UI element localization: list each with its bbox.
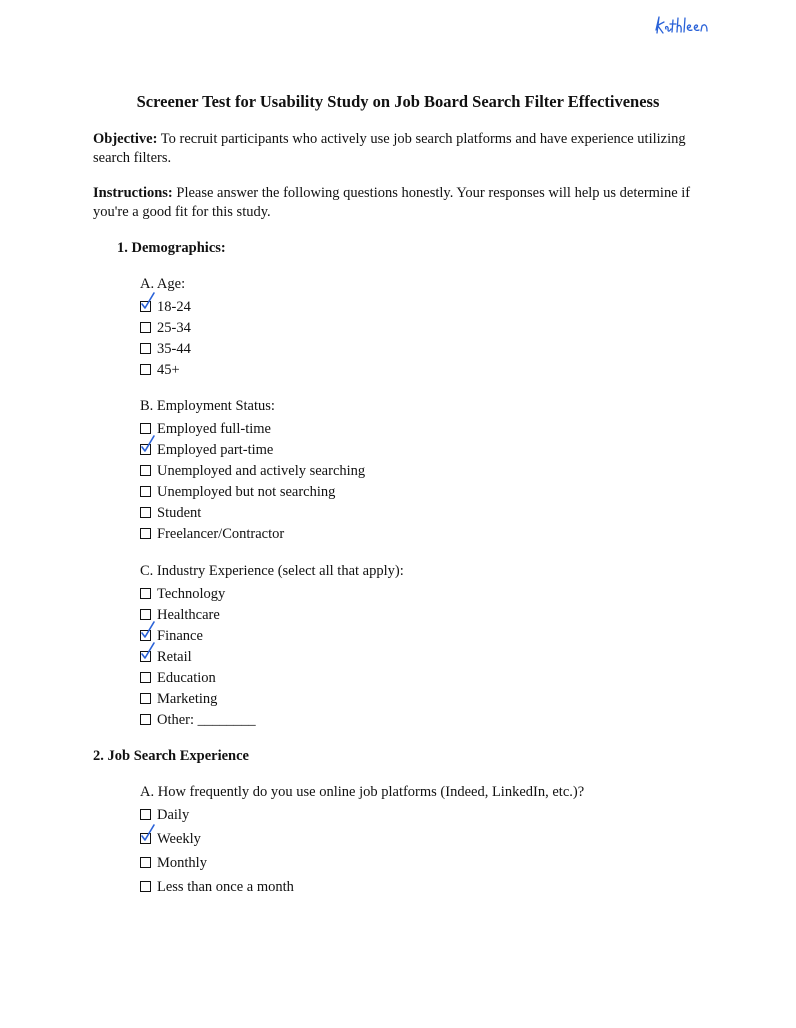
option-label: Weekly bbox=[157, 831, 201, 847]
industry-question-label: C. Industry Experience (select all that apply): bbox=[140, 563, 404, 579]
option-label: 45+ bbox=[157, 362, 180, 378]
checkbox-icon[interactable] bbox=[140, 857, 151, 868]
option-label: Unemployed and actively searching bbox=[157, 463, 366, 479]
section-1-heading: 1. Demographics: bbox=[117, 240, 226, 256]
checkbox-icon[interactable] bbox=[140, 322, 151, 333]
age-question-label: A. Age: bbox=[140, 276, 186, 292]
checkbox-icon[interactable] bbox=[140, 465, 151, 476]
option-label: Employed part-time bbox=[157, 442, 274, 458]
option-label: Employed full-time bbox=[157, 421, 271, 437]
option-label: 18-24 bbox=[157, 299, 191, 315]
instructions-label: Instructions: bbox=[93, 185, 173, 201]
option-label: Marketing bbox=[157, 691, 218, 707]
checkbox-icon[interactable] bbox=[140, 881, 151, 892]
option-label: Unemployed but not searching bbox=[157, 484, 336, 500]
option-label: Less than once a month bbox=[157, 879, 294, 895]
section-2-heading: 2. Job Search Experience bbox=[93, 748, 249, 764]
option-label: Healthcare bbox=[157, 607, 220, 623]
objective-paragraph bbox=[93, 130, 713, 168]
checkbox-icon[interactable] bbox=[140, 588, 151, 599]
checkbox-icon[interactable] bbox=[140, 672, 151, 683]
option-label: Retail bbox=[157, 649, 192, 665]
checkbox-icon[interactable] bbox=[140, 809, 151, 820]
employment-question-label: B. Employment Status: bbox=[140, 398, 275, 414]
option-label: Other: ________ bbox=[157, 712, 256, 728]
option-label: Monthly bbox=[157, 855, 207, 871]
checkbox-icon[interactable] bbox=[140, 714, 151, 725]
document-title: Screener Test for Usability Study on Job Board Search Filter Effectiveness bbox=[136, 92, 660, 111]
option-label: Freelancer/Contractor bbox=[157, 526, 285, 542]
checkbox-icon[interactable] bbox=[140, 423, 151, 434]
checkbox-icon[interactable] bbox=[140, 343, 151, 354]
objective-text: To recruit participants who actively use job search platforms and have experience utilizing search filters. bbox=[93, 131, 686, 166]
option-label: 35-44 bbox=[157, 341, 191, 357]
option-label: Education bbox=[157, 670, 216, 686]
instructions-paragraph bbox=[93, 184, 713, 222]
frequency-question-label: A. How frequently do you use online job platforms (Indeed, LinkedIn, etc.)? bbox=[140, 784, 585, 800]
checkbox-icon[interactable] bbox=[140, 364, 151, 375]
objective-label: Objective: bbox=[93, 131, 158, 147]
handwritten-signature bbox=[652, 12, 714, 40]
checkbox-icon[interactable] bbox=[140, 486, 151, 497]
checkbox-icon[interactable] bbox=[140, 693, 151, 704]
option-label: Technology bbox=[157, 586, 226, 602]
checkbox-icon[interactable] bbox=[140, 609, 151, 620]
option-label: Daily bbox=[157, 807, 190, 823]
instructions-text: Please answer the following questions honestly. Your responses will help us determine if you're a good fit for this study. bbox=[93, 185, 691, 220]
option-label: Student bbox=[157, 505, 202, 521]
option-label: Finance bbox=[157, 628, 203, 644]
option-label: 25-34 bbox=[157, 320, 191, 336]
checkbox-icon[interactable] bbox=[140, 507, 151, 518]
checkbox-icon[interactable] bbox=[140, 528, 151, 539]
